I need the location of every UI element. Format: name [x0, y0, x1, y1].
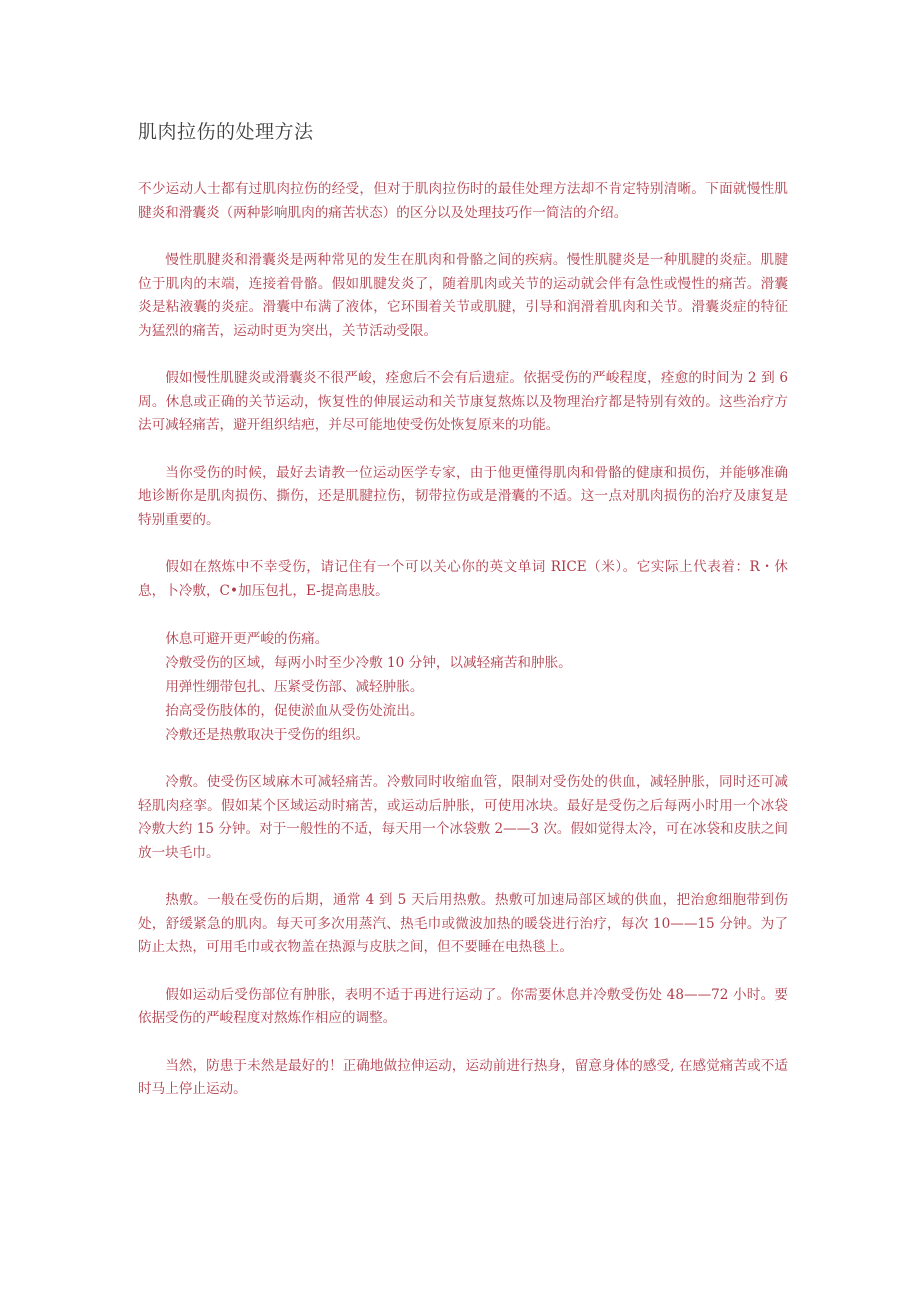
list-item: 休息可避开更严峻的伤痛。 [165, 631, 329, 647]
body-paragraph: 冷敷。使受伤区域麻木可减轻痛苦。冷敷同时收缩血管，限制对受伤处的供血，减轻肿胀，同时还可减轻肌肉痉挛。假如某个区域运动时痛苦，或运动后肿胀，可使用冰块。最好是受伤之后每两小时用一个冰袋冷敷大约 15 分钟。对于一般性的不适，每天用一个冰袋敷 2——3 次。假如觉得太冷，可在冰袋和皮肤之间放一块毛巾。 [138, 774, 789, 861]
body-paragraph: 假如在熬炼中不幸受伤，请记住有一个可以关心你的英文单词 RICE（米）。它实际上代表着：R・休息，卜冷敷，C•加压包扎，E-提高患肢。 [138, 559, 788, 599]
body-paragraph: 假如运动后受伤部位有肿胀，表明不适于再进行运动了。你需要休息并冷敷受伤处 48——72 小时。要依据受伤的严峻程度对熬炼作相应的调整。 [138, 986, 788, 1026]
list-item: 冷敷还是热敷取决于受伤的组织。 [165, 727, 370, 743]
list-item: 用弹性绷带包扎、压紧受伤部、减轻肿胀。 [165, 679, 424, 695]
body-paragraph: 热敷。一般在受伤的后期，通常 4 到 5 天后用热敷。热敷可加速局部区域的供血，把治愈细胞带到伤处，舒缓紧急的肌肉。每天可多次用蒸汽、热毛巾或微波加热的暖袋进行治疗，每次 10——15 分钟。为了防止太热，可用毛巾或衣物盖在热源与皮肤之间，但不要睡在电热毯上。 [138, 892, 788, 955]
body-paragraph: 假如慢性肌腱炎或滑囊炎不很严峻，痊愈后不会有后遗症。依据受伤的严峻程度，痊愈的时间为 2 到 6 周。休息或正确的关节运动，恢复性的伸展运动和关节康复熬炼以及物理治疗都是特别有效的。这些治疗方法可减轻痛苦，避开组织结疤，并尽可能地使受伤处恢复原来的功能。 [138, 370, 788, 433]
document-title: 肌肉拉伤的处理方法 [138, 121, 314, 143]
intro-paragraph: 不少运动人士都有过肌肉拉伤的经受，但对于肌肉拉伤时的最佳处理方法却不肯定特别清晰。下面就慢性肌腱炎和滑囊炎（两种影响肌肉的痛苦状态）的区分以及处理技巧作一简洁的介绍。 [138, 181, 788, 221]
body-paragraph: 慢性肌腱炎和滑囊炎是两种常见的发生在肌肉和骨骼之间的疾病。慢性肌腱炎是一种肌腱的炎症。肌腱位于肌肉的末端，连接着骨骼。假如肌腱发炎了，随着肌肉或关节的运动就会伴有急性或慢性的痛苦。滑囊炎是粘液囊的炎症。滑囊中布满了液体，它环围着关节或肌腱，引导和润滑着肌肉和关节。滑囊炎症的特征为猛烈的痛苦，运动时更为突出，关节活动受限。 [138, 252, 788, 339]
list-item: 抬高受伤肢体的，促使淤血从受伤处流出。 [165, 703, 424, 719]
rice-list [138, 627, 788, 747]
list-item: 冷敷受伤的区域，每两小时至少冷敷 10 分钟，以减轻痛苦和肿胀。 [165, 655, 572, 671]
document-page [138, 118, 788, 1126]
body-paragraph: 当然，防患于未然是最好的！正确地做拉伸运动，运动前进行热身，留意身体的感受, 在感觉痛苦或不适时马上停止运动。 [138, 1057, 788, 1097]
body-paragraph: 当你受伤的时候，最好去请教一位运动医学专家，由于他更懂得肌肉和骨骼的健康和损伤，并能够准确地诊断你是肌肉损伤、撕伤，还是肌腱拉伤，韧带拉伤或是滑囊的不适。这一点对肌肉损伤的治疗及康复是特别重要的。 [138, 464, 788, 528]
